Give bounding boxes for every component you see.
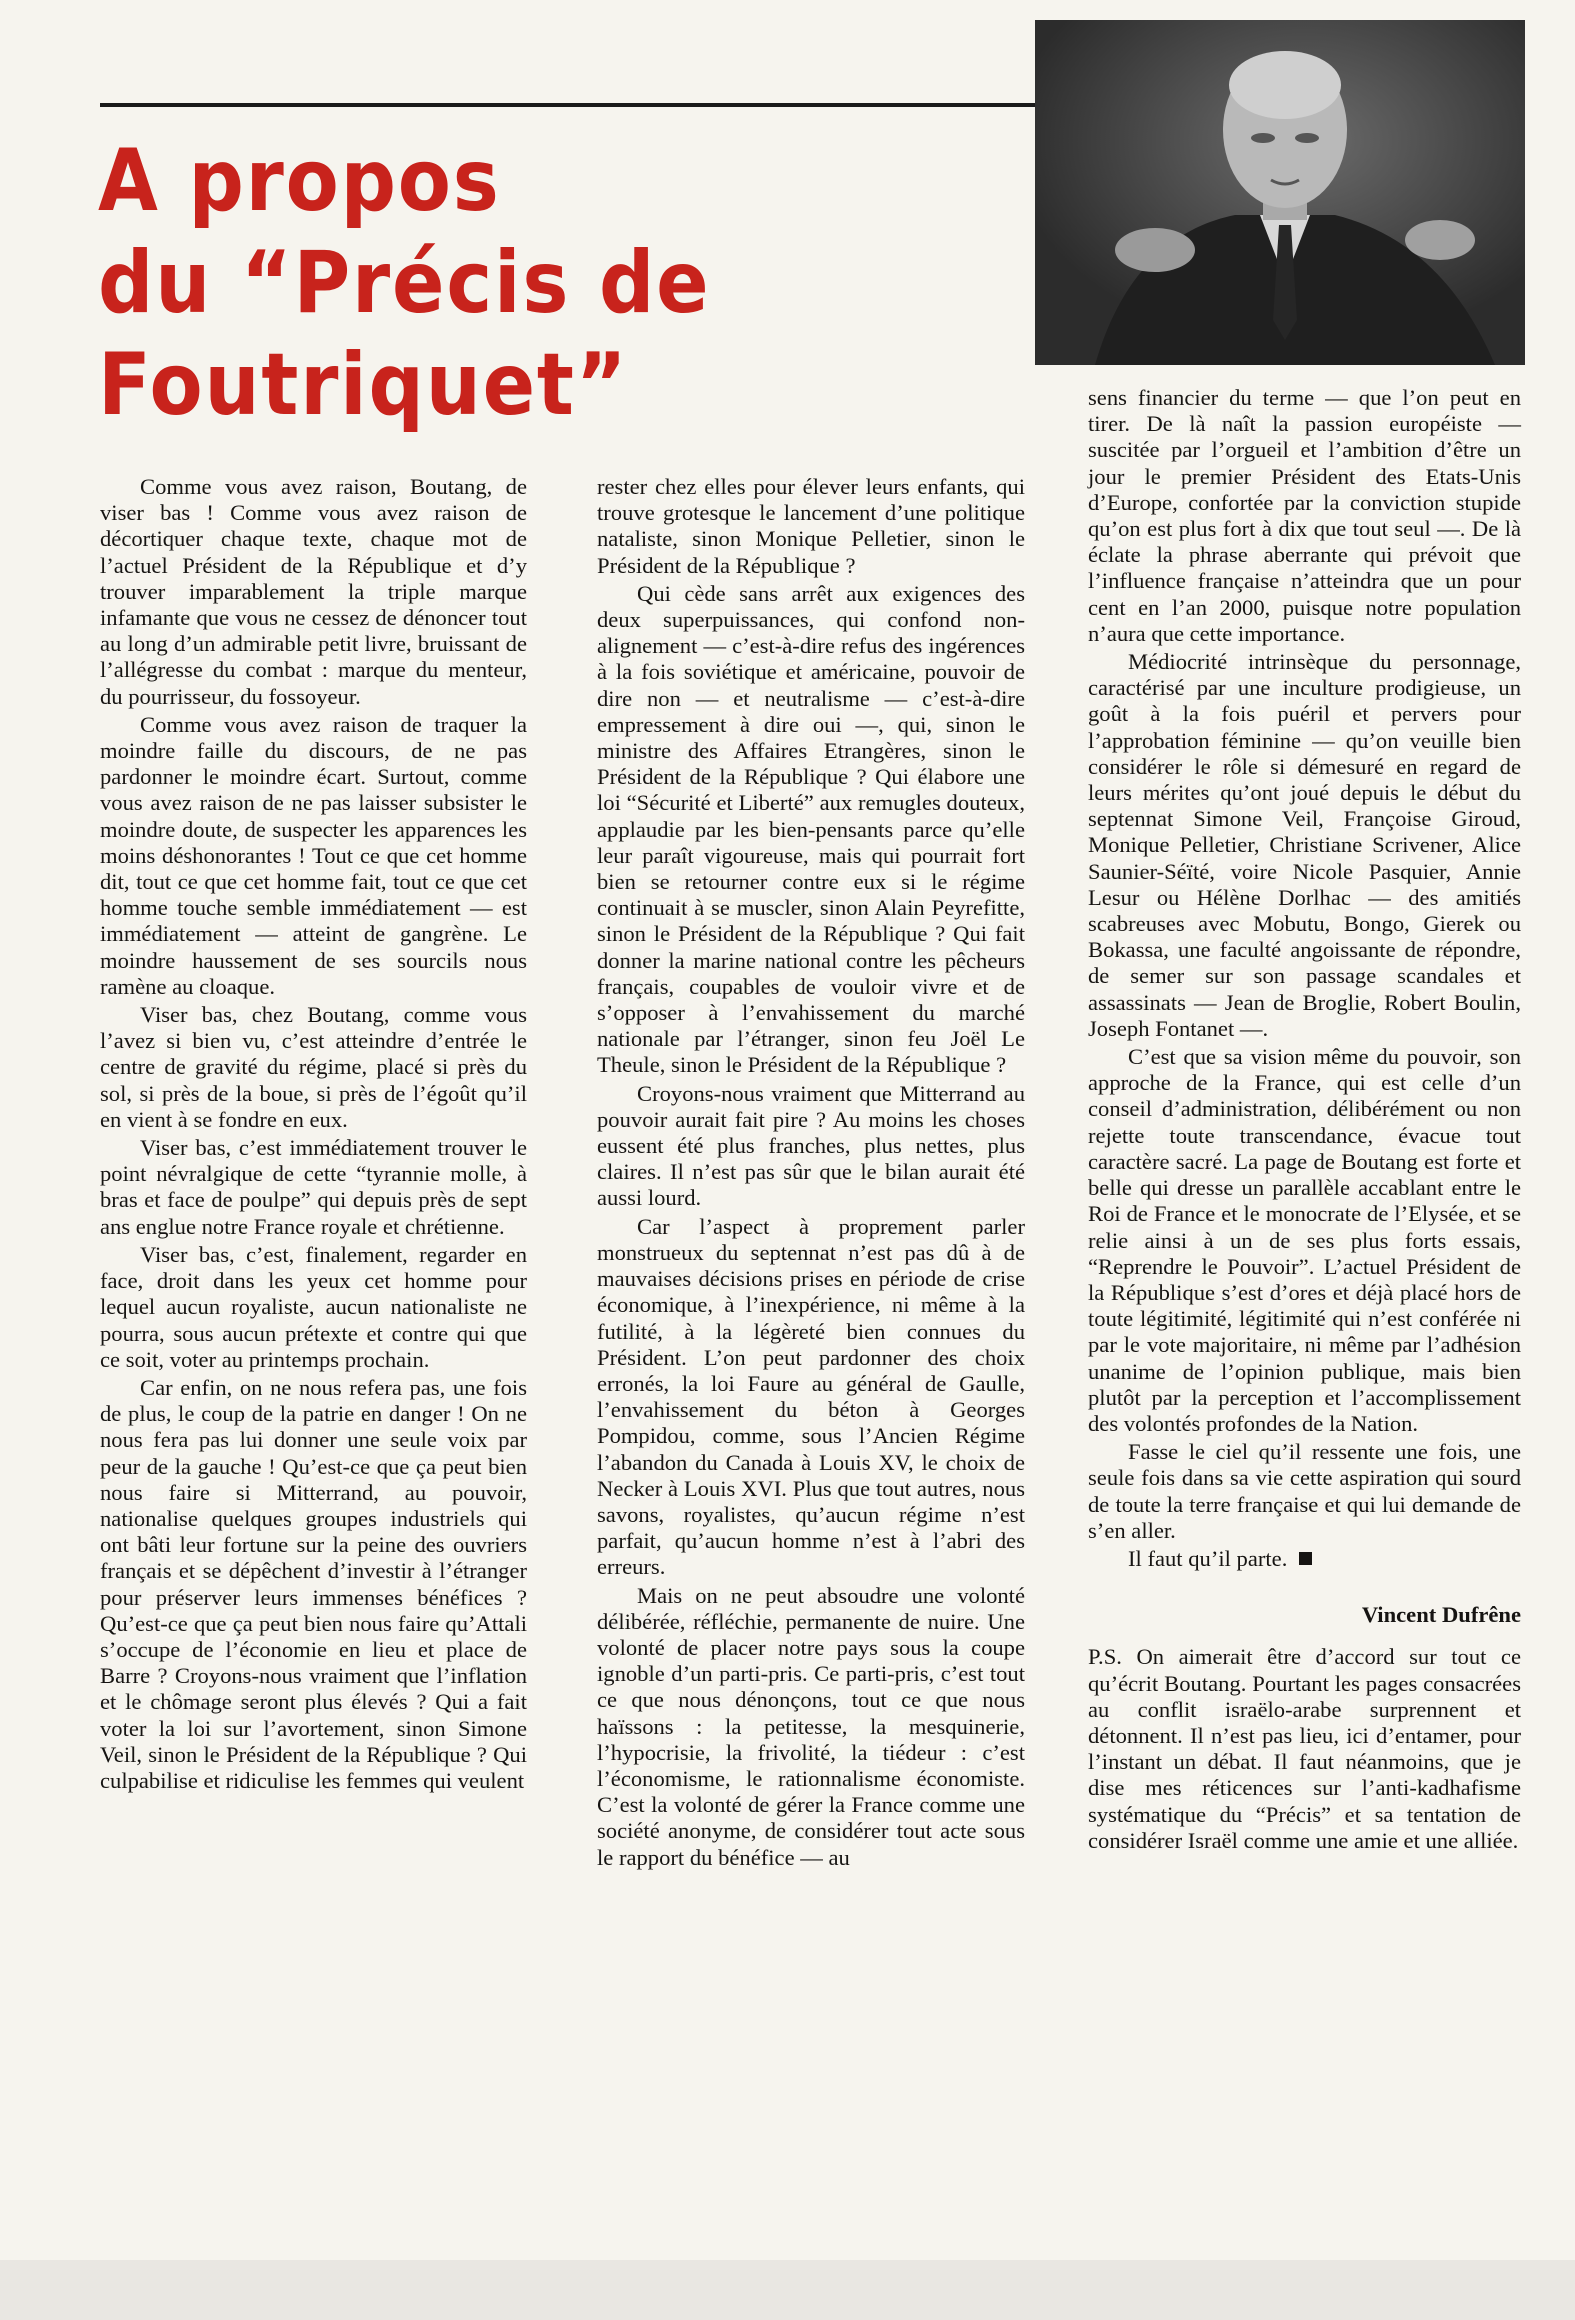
postscript: P.S. On aimerait être d’accord sur tout ce qu’écrit Boutang. Pourtant les pages consacrées au conflit israëlo-arabe surprennent et détonnent. Il n’est pas lieu, ici d’entamer, pour l’instant un débat. Il faut néanmoins, que je dise mes réticences sur l’anti-kadhafisme systématique du “Précis” et sa tentation de considérer Israël comme une amie et une alliée. xyxy=(1088,1644,1521,1853)
paragraph: Comme vous avez raison, Boutang, de viser bas ! Comme vous avez raison de décortiquer chaque texte, chaque mot de l’actuel Président de la République et d’y trouver imparablement la triple marque infamante que vous ne cessez de dénoncer tout au long d’un admirable petit livre, bruissant de l’allégresse du combat : marque du menteur, du pourrisseur, du fossoyeur. xyxy=(100,474,527,709)
closing-line: Il faut qu’il parte. xyxy=(1088,1546,1521,1572)
portrait-illustration xyxy=(1035,20,1525,365)
paragraph: Viser bas, c’est, finalement, regarder en face, droit dans les yeux cet homme pour lequel aucun royaliste, aucun nationaliste ne pourra, sous aucun prétexte et contre qui que ce soit, voter au printemps prochain. xyxy=(100,1241,527,1372)
portrait-photo xyxy=(1035,20,1525,365)
article-title xyxy=(98,130,908,436)
paragraph: sens financier du terme — que l’on peut en tirer. De là naît la passion européiste — suscitée par l’orgueil et l’ambition d’être un jour le premier Président des Etats-Unis d’Europe, confortée par la conviction stupide qu’on est plus fort à dix que tout seul —. De là éclate la phrase aberrante qui prévoit que l’influence française n’atteindra que un pour cent en l’an 2000, puisque notre population n’aura que cette importance. xyxy=(1088,385,1521,646)
paragraph: Viser bas, c’est immédiatement trouver le point névralgique de cette “tyrannie molle, à bras et face de poulpe” qui depuis près de sept ans englue notre France royale et chrétienne. xyxy=(100,1135,527,1239)
paragraph: Médiocrité intrinsèque du personnage, caractérisé par une inculture prodigieuse, un goût à la fois puéril et pervers pour l’approbation féminine — qu’on veuille bien considérer le rôle si démesuré en regard de leurs mérites qu’ont joué depuis le début du septennat Simone Veil, Françoise Giroud, Monique Pelletier, Christiane Scrivener, Alice Saunier-Séïté, voire Nicole Pasquier, Annie Lesur ou Hélène Dorlhac — des amitiés scabreuses avec Mobutu, Bongo, Gierek ou Bokassa, une faculté angoissante de répondre, de semer sur son passage scandales et assassinats — Jean de Broglie, Robert Boulin, Joseph Fontanet —. xyxy=(1088,649,1521,1041)
paragraph: C’est que sa vision même du pouvoir, son approche de la France, qui est celle d’un conseil d’administration, délibérément ou non rejette toute transcendance, évacue tout caractère sacré. La page de Boutang est forte et belle qui dresse un parallèle accablant entre le Roi de France et le monocrate de l’Elysée, et se relie ainsi à un de ses plus forts essais, “Reprendre le Pouvoir”. L’actuel Président de la République s’est d’ores et déjà placé hors de toute légitimité, légitimité qui n’est conférée ni par le vote majoritaire, ni même par l’adhésion unanime de l’opinion publique, mais bien plutôt par la perception et l’accomplissement des volontés profondes de la Nation. xyxy=(1088,1044,1521,1436)
column-3 xyxy=(1088,385,1521,1854)
paragraph: Fasse le ciel qu’il ressente une fois, une seule fois dans sa vie cette aspiration qui sourd de toute la terre française et qui lui demande de s’en aller. xyxy=(1088,1439,1521,1543)
title-line: du “Précis de xyxy=(98,233,711,333)
paragraph: Car enfin, on ne nous refera pas, une fois de plus, le coup de la patrie en danger ! On ne nous fera pas lui donner une seule voix par peur de la gauche ! Qu’est-ce que ça peut bien nous faire si Mitterrand, au pouvoir, nationalise quelques groupes industriels qui ont bâti leur fortune sur la peine des ouvriers français et se dépêchent d’investir à l’étranger pour préserver leurs immenses bénéfices ? Qu’est-ce que ça peut bien nous faire qu’Attali s’occupe de l’économie en lieu et place de Barre ? Croyons-nous vraiment que l’inflation et le chômage seront plus élevés ? Qui a fait voter la loi sur l’avortement, sinon Simone Veil, sinon le Président de la République ? Qui culpabilise et ridiculise les femmes qui veulent xyxy=(100,1374,527,1793)
paragraph: Car l’aspect à proprement parler monstrueux du septennat n’est pas dû à de mauvaises décisions prises en période de crise économique, à l’inexpérience, ni même à la futilité, à la légèreté bien connues du Président. L’on peut pardonner des choix erronés, la loi Faure au général de Gaulle, l’envahissement du béton à Georges Pompidou, comme, sous l’Ancien Régime l’abandon du Canada à Louis XV, le choix de Necker à Louis XVI. Plus que tout autres, nous savons, royalistes, qu’aucun régime n’est parfait, qu’aucun homme n’est à l’abri des erreurs. xyxy=(597,1213,1025,1580)
paragraph: Viser bas, chez Boutang, comme vous l’avez si bien vu, c’est atteindre d’entrée le centre de gravité du régime, placé si près du sol, si près de la boue, si près de l’égoût qu’il en vient à se fondre en eux. xyxy=(100,1002,527,1132)
column-1 xyxy=(100,474,527,1794)
title-line: Foutriquet” xyxy=(98,335,629,435)
paragraph: rester chez elles pour élever leurs enfants, qui trouve grotesque le lancement d’une politique nataliste, sinon Monique Pelletier, sinon le Président de la République ? xyxy=(597,474,1025,578)
paragraph: Qui cède sans arrêt aux exigences des deux superpuissances, qui confond non-alignement — c’est-à-dire refus des ingérences à la fois soviétique et américaine, pouvoir de dire non — et neutralisme — c’est-à-dire empressement à dire oui —, qui, sinon le ministre des Affaires Etrangères, sinon le Président de la République ? Qui élabore une loi “Sécurité et Liberté” aux remugles douteux, applaudie par les bien-pensants parce qu’elle leur paraît vigoureuse, mais qui pourrait fort bien se retourner contre eux si le régime continuait à se muscler, sinon Alain Peyrefitte, sinon le Président de la République ? Qui fait donner la marine national contre les pêcheurs français, coupables de vouloir vivre et de s’opposer à l’envahissement du marché nationale par l’étranger, sinon feu Joël Le Theule, sinon le Président de la République ? xyxy=(597,580,1025,1078)
author-byline: Vincent Dufrêne xyxy=(1361,1602,1521,1628)
title-line: A propos xyxy=(98,131,501,231)
header-rule xyxy=(100,103,1035,107)
paragraph: Mais on ne peut absoudre une volonté délibérée, réfléchie, permanente de nuire. Une volonté de placer notre pays sous la coupe ignoble d’un parti-pris. Ce parti-pris, c’est tout ce que nous dénonçons, tout ce que nous haïssons : la petitesse, la mesquinerie, l’hypocrisie, la frivolité, la tiédeur : c’est l’économisme, le rationnalisme économiste. C’est la volonté de gérer la France comme une société anonyme, de considérer tout acte sous le rapport du bénéfice — au xyxy=(597,1582,1025,1870)
paragraph: Comme vous avez raison de traquer la moindre faille du discours, de ne pas pardonner le moindre écart. Surtout, comme vous avez raison de ne pas laisser subsister le moindre doute, de suspecter les apparences les moins déshonorantes ! Tout ce que cet homme dit, tout ce que cet homme fait, tout ce que cet homme touche semble immédiatement — est immédiatement — atteint de gangrène. Le moindre haussement de ses sourcils nous ramène au cloaque. xyxy=(100,711,527,999)
paragraph: Croyons-nous vraiment que Mitterrand au pouvoir aurait fait pire ? Au moins les choses eussent été plus franches, plus nettes, plus claires. Il n’est pas sûr que le bilan aurait été aussi lourd. xyxy=(597,1080,1025,1211)
column-2 xyxy=(597,474,1025,1871)
